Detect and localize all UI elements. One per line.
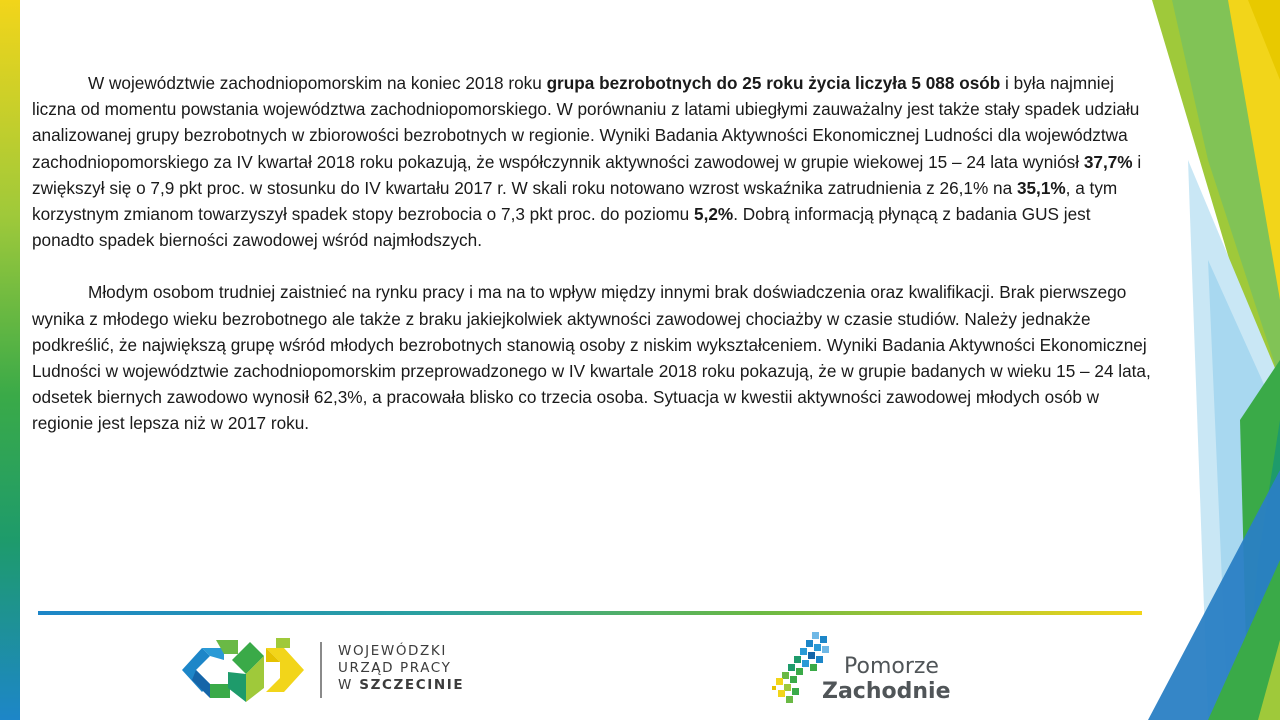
p1-bold-3: 35,1% bbox=[1016, 177, 1066, 198]
pz-line-1: Pomorze bbox=[844, 654, 939, 679]
p1-bold-1: grupa bezrobotnych do 25 roku życia liczyła 5 088 osób bbox=[546, 73, 1001, 93]
p1-text-2: i była najmniej liczna od momentu powstania województwa zachodniopomorskiego. W porównaniu z latami ubiegłymi zauważalny jest także stały spadek udziału analizowanej grupy bezrobotnych w zbiorowości bezrobotnych w regionie. Wyniki Badania Aktywności Ekonomicznej Ludności dla województwa zachodniopomorskiego za IV kwartał 2018 roku pokazują, że współczynnik aktywności zawodowej w grupie wiekowej 15 – 24 lata wyniósł bbox=[32, 73, 1140, 172]
pomorze-zachodnie-logo bbox=[772, 630, 952, 710]
wup-line-3-prefix: W bbox=[338, 677, 353, 693]
wup-line-3-city: SZCZECINIE bbox=[359, 677, 465, 693]
p1-bold-2: 37,7% bbox=[1083, 151, 1133, 172]
p1-bold-4: 5,2% bbox=[694, 204, 734, 225]
p1-text-4: , a tym korzystnym zmianom towarzyszył spadek stopy bezrobocia o 7,3 pkt proc. do poziomu bbox=[32, 177, 1118, 225]
wup-logo-separator bbox=[320, 642, 322, 698]
footer-divider bbox=[38, 611, 1142, 615]
p1-text-1: W województwie zachodniopomorskim na koniec 2018 roku bbox=[88, 73, 547, 93]
right-decorative-shapes bbox=[1148, 0, 1280, 720]
wup-logo bbox=[180, 632, 465, 708]
wup-line-1: WOJEWÓDZKI bbox=[338, 643, 447, 659]
paragraph-young-people: Młodym osobom trudniej zaistnieć na rynku pracy i ma na to wpływ między innymi brak doświadczenia oraz kwalifikacji. Brak pierwszego wynika z młodego wieku bezrobotnego ale także z braku jakiejkolwiek aktywności zawodowej chociażby w czasie studiów. Należy jednakże podkreślić, że największą grupę wśród młodych bezrobotnych stanowią osoby z niskim wykształceniem. Wyniki Badania Aktywności Ekonomicznej Ludności w województwie zachodniopomorskim przeprowadzonego w IV kwartale 2018 roku pokazują, że w grupie badanych w wieku 15 – 24 lata, odsetek biernych zawodowo wynosił 62,3%, a pracowała blisko co trzecia osoba. Sytuacja w kwestii aktywności zawodowej młodych osób w regionie jest lepsza niż w 2017 roku. bbox=[32, 282, 1151, 434]
pz-line-2: Zachodnie bbox=[822, 679, 951, 704]
p1-text-5: . Dobrą informacją płynącą z badania GUS jest ponadto spadek bierności zawodowej wśród najmłodszych. bbox=[32, 204, 1091, 251]
wup-line-2: URZĄD PRACY bbox=[338, 660, 452, 676]
p1-text-3: i zwiększył się o 7,9 pkt proc. w stosunku do IV kwartału 2017 r. W skali roku notowano wzrost wskaźnika zatrudnienia z 26,1% na bbox=[32, 151, 1142, 198]
paragraph-unemployment-youth bbox=[32, 70, 1152, 253]
wup-logo-text bbox=[338, 643, 464, 694]
wup-line-3 bbox=[338, 677, 464, 694]
left-accent-stripe bbox=[0, 0, 20, 720]
wup-logo-mark-icon bbox=[180, 632, 306, 708]
pomorze-zachodnie-text bbox=[822, 654, 951, 704]
main-text bbox=[32, 70, 1152, 437]
